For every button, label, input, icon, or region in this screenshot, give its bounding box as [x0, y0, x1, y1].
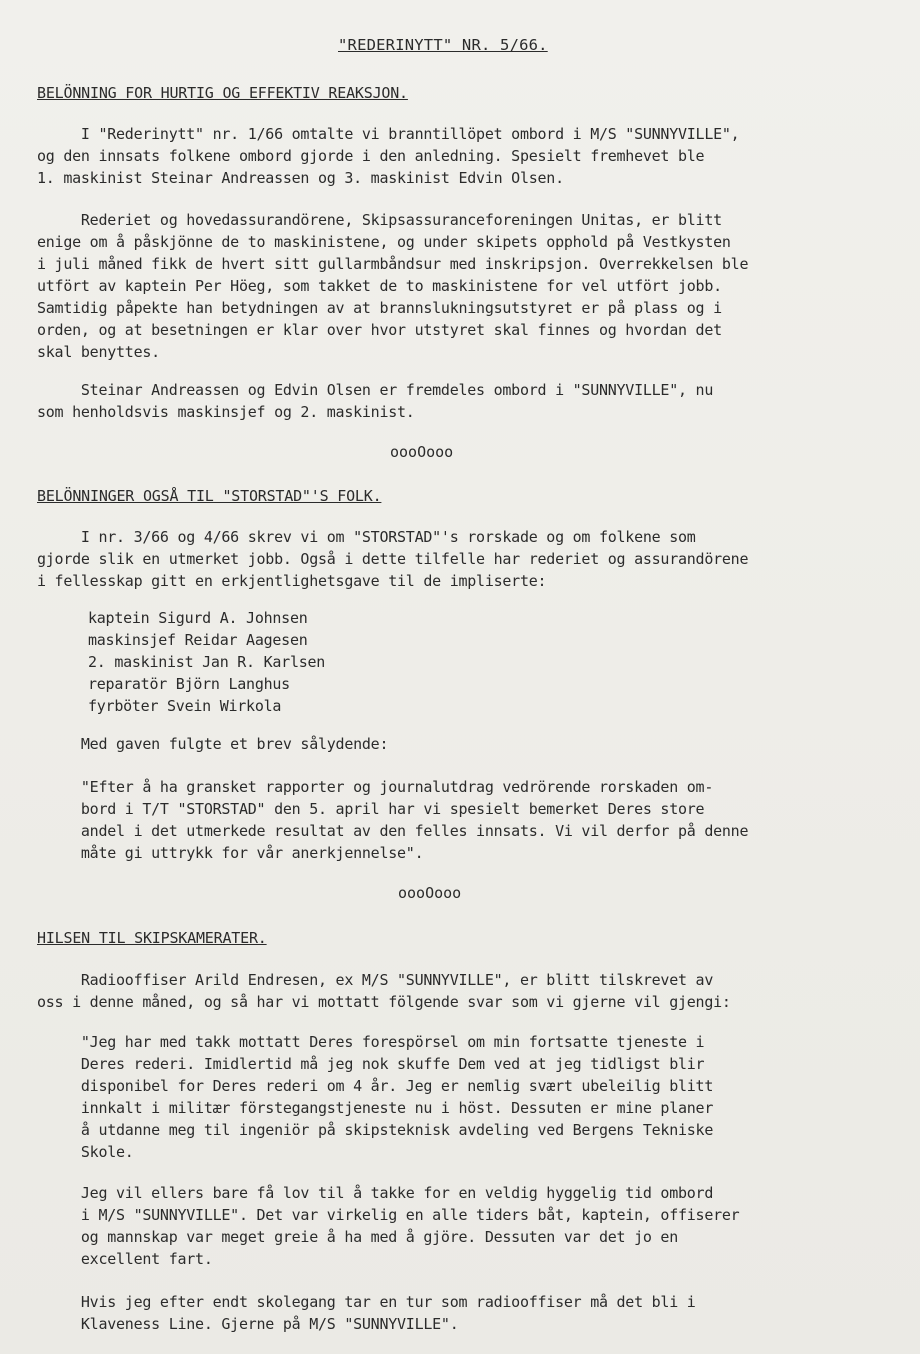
text-line: i juli måned fikk de hvert sitt gullarmbåndsur med inskripsjon. Overrekkelsen ble [37, 255, 749, 273]
text-line: I "Rederinytt" nr. 1/66 omtalte vi branntillöpet ombord i M/S "SUNNYVILLE", [37, 125, 740, 143]
text-line: gjorde slik en utmerket jobb. Også i dette tilfelle har rederiet og assurandörene [37, 550, 749, 568]
section1-paragraph-3 [37, 379, 713, 423]
separator: oooOooo [390, 443, 454, 461]
section2-letter-quote [37, 776, 748, 864]
text-line: Rederiet og hovedassurandörene, Skipsassuranceforeningen Unitas, er blitt [37, 211, 722, 229]
text-line: skal benyttes. [37, 343, 160, 361]
section1-paragraph-2 [37, 209, 748, 363]
section-heading-2: BELÖNNINGER OGSÅ TIL "STORSTAD"'S FOLK. [37, 487, 382, 505]
text-line: Steinar Andreassen og Edvin Olsen er fremdeles ombord i "SUNNYVILLE", nu [37, 381, 714, 399]
recipient-list [88, 607, 325, 717]
text-line: "Jeg har med takk mottatt Deres forespörsel om min fortsatte tjeneste i [37, 1033, 705, 1051]
list-item: kaptein Sigurd A. Johnsen [88, 609, 308, 627]
text-line: i fellesskap gitt en erkjentlighetsgave til de impliserte: [37, 572, 547, 590]
text-line: i M/S "SUNNYVILLE". Det var virkelig en alle tiders båt, kaptein, offiserer [37, 1206, 740, 1224]
text-line: innkalt i militær förstegangstjeneste nu i höst. Dessuten er mine planer [37, 1099, 714, 1117]
section3-quote-1 [37, 1031, 713, 1163]
text-line: Deres rederi. Imidlertid må jeg nok skuffe Dem ved at jeg tidligst blir [37, 1055, 705, 1073]
text-line: utfört av kaptein Per Höeg, som takket de to maskinistene for vel utfört jobb. [37, 277, 722, 295]
text-line: disponibel for Deres rederi om 4 år. Jeg er nemlig svært ubeleilig blitt [37, 1077, 714, 1095]
text-line: bord i T/T "STORSTAD" den 5. april har vi spesielt bemerket Deres store [37, 800, 705, 818]
section-heading-1: BELÖNNING FOR HURTIG OG EFFEKTIV REAKSJON. [37, 84, 408, 102]
section-heading-3: HILSEN TIL SKIPSKAMERATER. [37, 929, 267, 947]
section2-paragraph-1 [37, 526, 748, 592]
text-line: og den innsats folkene ombord gjorde i den anledning. Spesielt fremhevet ble [37, 147, 705, 165]
list-item: fyrböter Svein Wirkola [88, 697, 282, 715]
section3-quote-3 [37, 1291, 696, 1335]
text-line: oss i denne måned, og så har vi mottatt fölgende svar som vi gjerne vil gjengi: [37, 993, 731, 1011]
list-item: reparatör Björn Langhus [88, 675, 290, 693]
document-title: "REDERINYTT" NR. 5/66. [338, 36, 548, 54]
text-line: måte gi uttrykk for vår anerkjennelse". [37, 844, 424, 862]
text-line: I nr. 3/66 og 4/66 skrev vi om "STORSTAD"'s rorskade og om folkene som [37, 528, 696, 546]
text-line: orden, og at besetningen er klar over hvor utstyret skal finnes og hvordan det [37, 321, 722, 339]
list-item: maskinsjef Reidar Aagesen [88, 631, 308, 649]
text-line: Radiooffiser Arild Endresen, ex M/S "SUNNYVILLE", er blitt tilskrevet av [37, 971, 714, 989]
section2-paragraph-2 [37, 733, 388, 755]
text-line: Klaveness Line. Gjerne på M/S "SUNNYVILLE". [37, 1315, 459, 1333]
text-line: "Efter å ha gransket rapporter og journalutdrag vedrörende rorskaden om- [37, 778, 714, 796]
text-line: 1. maskinist Steinar Andreassen og 3. maskinist Edvin Olsen. [37, 169, 564, 187]
text-line: enige om å påskjönne de to maskinistene, og under skipets opphold på Vestkysten [37, 233, 731, 251]
text-line: Jeg vil ellers bare få lov til å takke for en veldig hyggelig tid ombord [37, 1184, 714, 1202]
section3-quote-2 [37, 1182, 739, 1270]
text-line: å utdanne meg til ingeniör på skipsteknisk avdeling ved Bergens Tekniske [37, 1121, 714, 1139]
text-line: Samtidig påpekte han betydningen av at brannslukningsutstyret er på plass og i [37, 299, 722, 317]
text-line: Med gaven fulgte et brev sålydende: [37, 735, 389, 753]
text-line: excellent fart. [37, 1250, 213, 1268]
text-line: Hvis jeg efter endt skolegang tar en tur som radiooffiser må det bli i [37, 1293, 696, 1311]
text-line: og mannskap var meget greie å ha med å gjöre. Dessuten var det jo en [37, 1228, 678, 1246]
text-line: andel i det utmerkede resultat av den felles innsats. Vi vil derfor på denne [37, 822, 749, 840]
list-item: 2. maskinist Jan R. Karlsen [88, 653, 326, 671]
text-line: Skole. [37, 1143, 134, 1161]
text-line: som henholdsvis maskinsjef og 2. maskinist. [37, 403, 415, 421]
separator: oooOooo [398, 884, 462, 902]
section3-paragraph-1 [37, 969, 731, 1013]
section1-paragraph-1 [37, 123, 739, 189]
